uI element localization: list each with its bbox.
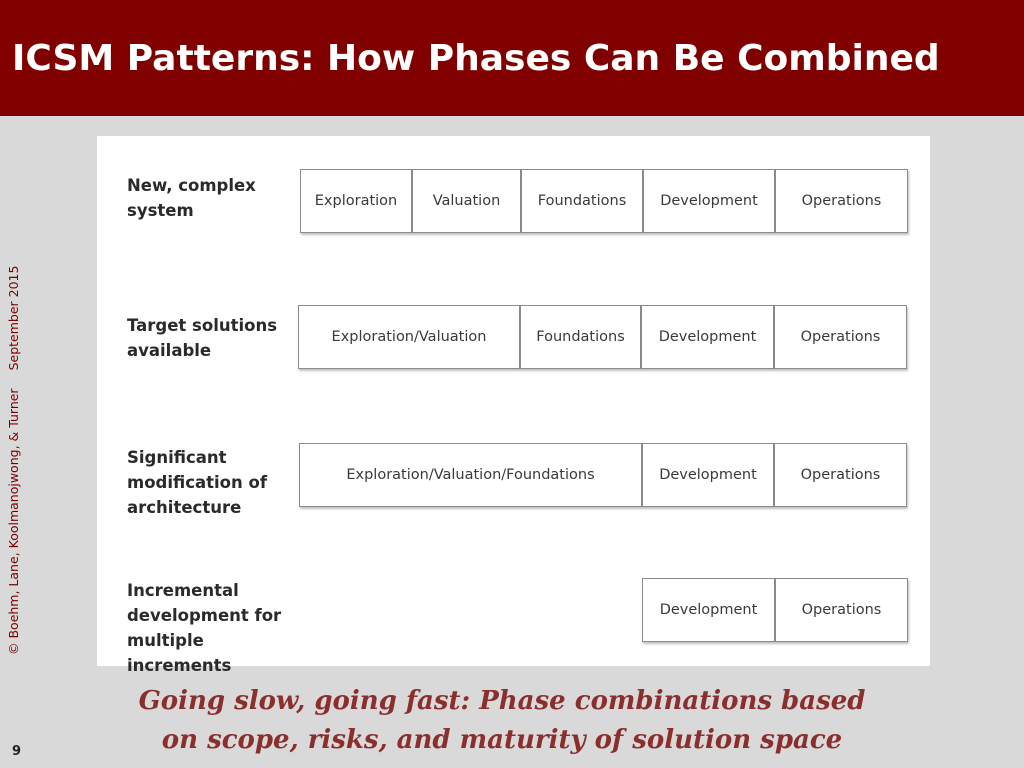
phase-development: Development	[643, 169, 775, 233]
caption-line-1: Going slow, going fast: Phase combinations based	[138, 686, 866, 716]
pattern-label-significant-modification	[127, 445, 307, 520]
phase-operations: Operations	[774, 443, 907, 507]
slide-title: ICSM Patterns: How Phases Can Be Combined	[12, 38, 940, 79]
label-line: system	[127, 201, 194, 220]
pattern-label-new-complex-system	[127, 173, 307, 223]
slide-caption	[0, 682, 1004, 760]
pattern-label-target-solutions	[127, 313, 307, 363]
label-line: architecture	[127, 498, 242, 517]
pattern-label-incremental-development	[127, 578, 307, 678]
phase-development: Development	[641, 305, 774, 369]
side-credit	[6, 266, 21, 655]
phase-exploration-valuation: Exploration/Valuation	[298, 305, 520, 369]
phase-operations: Operations	[774, 305, 907, 369]
label-line: available	[127, 341, 212, 360]
phase-exploration-valuation-foundations: Exploration/Valuation/Foundations	[299, 443, 642, 507]
phase-operations: Operations	[775, 578, 908, 642]
phase-development: Development	[642, 578, 775, 642]
label-line: New, complex	[127, 176, 256, 195]
caption-line-2: on scope, risks, and maturity of solution space	[161, 725, 843, 755]
phase-foundations: Foundations	[520, 305, 641, 369]
title-bar	[0, 0, 1024, 116]
page-number: 9	[12, 744, 22, 759]
credit-date: September 2015	[6, 265, 21, 371]
label-line: Incremental	[127, 581, 239, 600]
label-line: Significant	[127, 448, 227, 467]
phase-operations: Operations	[775, 169, 908, 233]
phase-exploration: Exploration	[300, 169, 412, 233]
phase-development: Development	[642, 443, 774, 507]
phase-valuation: Valuation	[412, 169, 521, 233]
label-line: development for	[127, 606, 282, 625]
label-line: Target solutions	[127, 316, 278, 335]
label-line: multiple increments	[127, 631, 232, 675]
patterns-panel	[97, 136, 930, 675]
label-line: modification of	[127, 473, 268, 492]
copyright-text: © Boehm, Lane, Koolmanojwong, & Turner	[6, 388, 21, 655]
phase-foundations: Foundations	[521, 169, 643, 233]
